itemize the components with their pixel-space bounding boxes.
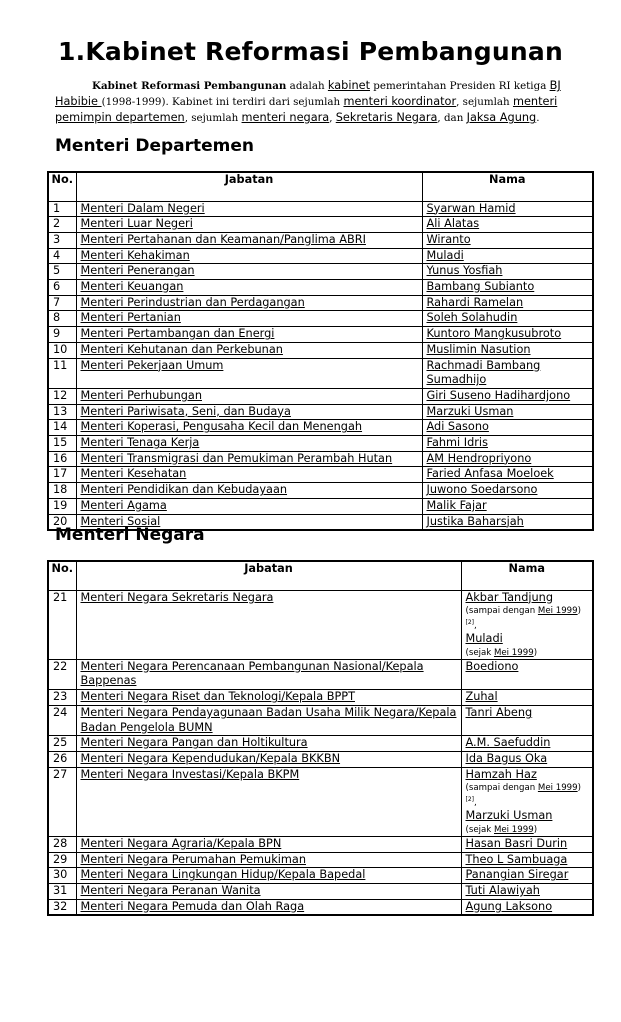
row-nama-link[interactable]: Muladi (426, 248, 464, 262)
row-nama-note (466, 824, 589, 836)
row-number: 12 (48, 388, 76, 404)
row-nama-cell (422, 358, 593, 388)
table-header-row (48, 172, 593, 201)
row-nama-cell (461, 836, 593, 852)
row-nama-link[interactable]: Malik Fajar (426, 498, 487, 512)
row-nama-link[interactable]: Tanri Abeng (465, 705, 533, 719)
row-jabatan-cell (76, 483, 422, 499)
row-nama-link[interactable]: Soleh Solahudin (426, 311, 518, 325)
note-text: ) (533, 647, 538, 658)
row-jabatan-cell (76, 232, 422, 248)
note-text: (sejak (465, 647, 494, 658)
row-nama-cell (422, 264, 593, 280)
link-menteri-koordinator[interactable]: menteri koordinator (343, 95, 457, 108)
row-number: 6 (48, 280, 76, 296)
row-nama-cell (422, 232, 593, 248)
row-jabatan-link[interactable]: Menteri Negara Peranan Wanita (80, 884, 261, 898)
row-nama-link[interactable]: Theo L Sambuaga (465, 852, 568, 866)
row-number: 27 (48, 767, 76, 836)
row-jabatan-link[interactable]: Menteri Negara Pendayagunaan Badan Usaha Milik Negara/Kepala Badan Pengelola BUMN (80, 705, 457, 734)
row-number: 5 (48, 264, 76, 280)
row-number: 17 (48, 467, 76, 483)
link-menteri-negara[interactable]: menteri negara (241, 111, 330, 124)
table-row (48, 264, 593, 280)
row-jabatan-link[interactable]: Menteri Pariwisata, Seni, dan Budaya (80, 404, 291, 418)
table-row (48, 295, 593, 311)
note-date-link[interactable]: Mei 1999 (537, 606, 578, 617)
row-nama-cell (422, 514, 593, 530)
row-number: 7 (48, 295, 76, 311)
row-nama-link[interactable]: Syarwan Hamid (426, 201, 516, 215)
row-number: 4 (48, 248, 76, 264)
row-nama-cell (422, 388, 593, 404)
table-row (48, 311, 593, 327)
table-row (48, 248, 593, 264)
row-nama-link[interactable]: Kuntoro Mangkusubroto (426, 327, 562, 341)
note-text: (sejak (465, 824, 494, 835)
intro-text: , sejumlah (184, 112, 242, 124)
row-nama-cell (422, 498, 593, 514)
row-nama-link[interactable]: Fahmi Idris (426, 436, 488, 450)
row-jabatan-cell (76, 420, 422, 436)
row-nama-cell (422, 420, 593, 436)
row-nama-cell (422, 467, 593, 483)
row-jabatan-cell (76, 295, 422, 311)
row-nama-cell (422, 201, 593, 217)
row-jabatan-cell (76, 836, 461, 852)
row-jabatan-link[interactable]: Menteri Negara Sekretaris Negara (80, 590, 274, 604)
row-jabatan-cell (76, 248, 422, 264)
row-jabatan-cell (76, 736, 461, 752)
table-row (48, 483, 593, 499)
note-text: ) (533, 824, 538, 835)
row-number: 24 (48, 705, 76, 735)
table-row (48, 467, 593, 483)
row-jabatan-link[interactable]: Menteri Pertahanan dan Keamanan/Panglima ABRI (80, 232, 366, 246)
row-nama-link (466, 591, 589, 606)
header-no: No. (48, 561, 76, 590)
row-nama-cell (422, 436, 593, 452)
section-heading-menteri-negara: Menteri Negara (55, 525, 205, 545)
header-nama: Nama (461, 561, 593, 590)
reference-link[interactable]: [2] (465, 619, 474, 627)
row-nama-note (466, 605, 589, 632)
header-no: No. (48, 172, 76, 201)
note-text: ) (577, 783, 581, 794)
table-header-row (48, 561, 593, 590)
header-jabatan: Jabatan (76, 561, 461, 590)
link-bj-habibie[interactable]: BJ Habibie (55, 79, 561, 108)
row-jabatan-cell (76, 751, 461, 767)
table-row (48, 217, 593, 233)
row-nama-link[interactable]: Ali Alatas (426, 217, 480, 231)
intro-text: adalah (286, 80, 328, 92)
row-jabatan-cell (76, 767, 461, 836)
row-jabatan-link[interactable]: Menteri Penerangan (80, 264, 195, 278)
row-jabatan-link[interactable]: Menteri Negara Lingkungan Hidup/Kepala Bapedal (80, 868, 366, 882)
row-nama-cell (422, 451, 593, 467)
row-nama-link[interactable]: Zuhal (465, 690, 498, 704)
row-jabatan-link[interactable]: Menteri Kesehatan (80, 467, 187, 481)
row-number: 19 (48, 498, 76, 514)
row-nama-link[interactable]: Rahardi Ramelan (426, 295, 524, 309)
row-nama-cell (422, 404, 593, 420)
row-jabatan-link[interactable]: Menteri Kehutanan dan Perkebunan (80, 342, 283, 356)
row-jabatan-cell (76, 264, 422, 280)
row-jabatan-link[interactable]: Menteri Luar Negeri (80, 217, 193, 231)
row-nama-link[interactable]: Hamzah Haz (465, 767, 537, 781)
link-jaksa-agung[interactable]: Jaksa Agung (466, 111, 537, 124)
row-jabatan-link[interactable]: Menteri Negara Pemuda dan Olah Raga (80, 899, 305, 913)
row-jabatan-link[interactable]: Menteri Pertanian (80, 311, 181, 325)
header-nama: Nama (422, 172, 593, 201)
row-number: 21 (48, 590, 76, 659)
row-nama-cell (461, 705, 593, 735)
row-nama-note (466, 647, 589, 659)
row-nama-cell (461, 884, 593, 900)
row-jabatan-link[interactable]: Menteri Dalam Negeri (80, 201, 205, 215)
row-number: 14 (48, 420, 76, 436)
row-nama-cell (461, 899, 593, 915)
row-jabatan-cell (76, 498, 422, 514)
link-kabinet[interactable]: kabinet (327, 79, 371, 92)
row-jabatan-link[interactable]: Menteri Keuangan (80, 280, 184, 294)
intro-paragraph (55, 78, 595, 126)
row-number: 20 (48, 514, 76, 530)
intro-text: (1998-1999). Kabinet ini terdiri dari sejumlah (101, 96, 344, 108)
link-sekretaris-negara[interactable]: Sekretaris Negara (335, 111, 438, 124)
intro-text: , sejumlah (456, 96, 513, 108)
row-jabatan-cell (76, 217, 422, 233)
row-number: 10 (48, 342, 76, 358)
row-nama-cell (461, 690, 593, 706)
row-nama-cell (461, 736, 593, 752)
row-jabatan-link[interactable]: Menteri Pendidikan dan Kebudayaan (80, 483, 288, 497)
row-nama-cell (422, 217, 593, 233)
table-row (48, 498, 593, 514)
row-jabatan-link[interactable]: Menteri Sosial (80, 514, 161, 528)
row-nama-link[interactable]: A.M. Saefuddin (465, 736, 551, 750)
row-nama-link[interactable]: Justika Baharsjah (426, 514, 524, 528)
row-nama-link[interactable]: Akbar Tandjung (465, 590, 554, 604)
row-number: 13 (48, 404, 76, 420)
table-row (48, 868, 593, 884)
row-nama-cell (422, 342, 593, 358)
row-jabatan-link[interactable]: Menteri Tenaga Kerja (80, 436, 200, 450)
table-row (48, 436, 593, 452)
row-jabatan-link[interactable]: Menteri Negara Riset dan Teknologi/Kepala BPPT (80, 690, 355, 704)
table-row (48, 201, 593, 217)
row-jabatan-link[interactable]: Menteri Pertambangan dan Energi (80, 327, 275, 341)
row-nama-link (466, 632, 589, 647)
table-row (48, 852, 593, 868)
table-menteri-negara (47, 560, 594, 916)
row-nama-link (466, 768, 589, 783)
row-jabatan-cell (76, 659, 461, 689)
row-jabatan-cell (76, 436, 422, 452)
row-nama-link[interactable]: Panangian Siregar (465, 868, 569, 882)
row-number: 23 (48, 690, 76, 706)
row-nama-link[interactable]: Agung Laksono (465, 899, 553, 913)
table-row (48, 884, 593, 900)
row-number: 30 (48, 868, 76, 884)
row-nama-cell (422, 295, 593, 311)
reference-link[interactable]: [2] (465, 796, 474, 804)
table-row (48, 232, 593, 248)
row-number: 25 (48, 736, 76, 752)
row-number: 29 (48, 852, 76, 868)
table-row (48, 899, 593, 915)
table-row (48, 705, 593, 735)
row-jabatan-cell (76, 451, 422, 467)
row-jabatan-link[interactable]: Menteri Negara Investasi/Kepala BKPM (80, 767, 300, 781)
row-number: 26 (48, 751, 76, 767)
row-nama-link (466, 809, 589, 824)
row-jabatan-link[interactable]: Menteri Negara Agraria/Kepala BPN (80, 836, 282, 850)
table-row (48, 590, 593, 659)
row-jabatan-link[interactable]: Menteri Koperasi, Pengusaha Kecil dan Menengah (80, 420, 363, 434)
row-jabatan-link[interactable]: Menteri Agama (80, 498, 167, 512)
row-nama-cell (422, 327, 593, 343)
row-jabatan-cell (76, 868, 461, 884)
row-nama-cell (422, 280, 593, 296)
row-jabatan-link[interactable]: Menteri Kehakiman (80, 248, 190, 262)
note-text: , (474, 621, 477, 632)
row-nama-note (466, 782, 589, 809)
row-nama-link[interactable]: Marzuki Usman (426, 404, 514, 418)
row-number: 32 (48, 899, 76, 915)
row-nama-cell (461, 868, 593, 884)
row-jabatan-link[interactable]: Menteri Transmigrasi dan Pemukiman Perambah Hutan (80, 451, 393, 465)
row-jabatan-cell (76, 201, 422, 217)
row-number: 3 (48, 232, 76, 248)
row-number: 9 (48, 327, 76, 343)
row-number: 11 (48, 358, 76, 388)
intro-text: , (329, 112, 336, 124)
row-jabatan-cell (76, 852, 461, 868)
row-jabatan-link[interactable]: Menteri Negara Pangan dan Holtikultura (80, 736, 308, 750)
section-heading-menteri-departemen: Menteri Departemen (55, 136, 255, 156)
row-number: 22 (48, 659, 76, 689)
row-nama-cell (422, 311, 593, 327)
row-jabatan-cell (76, 327, 422, 343)
row-nama-link[interactable]: Tuti Alawiyah (465, 884, 540, 898)
row-jabatan-link[interactable]: Menteri Negara Perencanaan Pembangunan Nasional/Kepala Bappenas (80, 659, 424, 688)
row-nama-link[interactable]: Bambang Subianto (426, 280, 535, 294)
note-date-link[interactable]: Mei 1999 (537, 783, 578, 794)
row-jabatan-cell (76, 690, 461, 706)
row-nama-cell (461, 590, 593, 659)
table-row (48, 659, 593, 689)
row-jabatan-cell (76, 404, 422, 420)
note-text: (sampai dengan (465, 783, 538, 794)
page-title: 1.Kabinet Reformasi Pembangunan (58, 37, 563, 66)
row-jabatan-link[interactable]: Menteri Perindustrian dan Perdagangan (80, 295, 305, 309)
row-jabatan-cell (76, 467, 422, 483)
row-number: 8 (48, 311, 76, 327)
row-number: 31 (48, 884, 76, 900)
note-date-link[interactable]: Mei 1999 (493, 824, 534, 835)
table-row (48, 767, 593, 836)
row-number: 28 (48, 836, 76, 852)
table-row (48, 420, 593, 436)
row-nama-cell (461, 767, 593, 836)
row-nama-link[interactable]: Wiranto (426, 232, 471, 246)
row-jabatan-link[interactable]: Menteri Pekerjaan Umum (80, 358, 224, 372)
table-menteri-departemen (47, 171, 594, 531)
table-row (48, 280, 593, 296)
table-row (48, 751, 593, 767)
row-nama-link[interactable]: Hasan Basri Durin (465, 836, 568, 850)
row-nama-link[interactable]: Muladi (465, 632, 503, 646)
row-nama-link[interactable]: Juwono Soedarsono (426, 483, 538, 497)
row-jabatan-cell (76, 388, 422, 404)
intro-bold-name: Kabinet Reformasi Pembangunan (92, 80, 287, 92)
row-number: 18 (48, 483, 76, 499)
row-nama-cell (422, 248, 593, 264)
header-jabatan: Jabatan (76, 172, 422, 201)
row-nama-cell (461, 751, 593, 767)
row-nama-link[interactable]: Adi Sasono (426, 420, 489, 434)
row-number: 16 (48, 451, 76, 467)
row-nama-link[interactable]: Giri Suseno Hadihardjono (426, 388, 571, 402)
row-jabatan-link[interactable]: Menteri Perhubungan (80, 388, 202, 402)
row-jabatan-link[interactable]: Menteri Negara Perumahan Pemukiman (80, 852, 306, 866)
row-jabatan-cell (76, 590, 461, 659)
table-row (48, 690, 593, 706)
row-jabatan-link[interactable]: Menteri Negara Kependudukan/Kepala BKKBN (80, 751, 341, 765)
row-number: 15 (48, 436, 76, 452)
row-nama-cell (461, 659, 593, 689)
table-row (48, 451, 593, 467)
table-row (48, 327, 593, 343)
row-number: 1 (48, 201, 76, 217)
table-row (48, 736, 593, 752)
row-nama-link[interactable]: Ida Bagus Oka (465, 751, 548, 765)
note-text: (sampai dengan (465, 606, 538, 617)
note-text: ) (577, 606, 581, 617)
row-jabatan-cell (76, 884, 461, 900)
row-jabatan-cell (76, 342, 422, 358)
intro-text: , dan (437, 112, 467, 124)
table-row (48, 404, 593, 420)
row-jabatan-cell (76, 280, 422, 296)
intro-text: . (536, 112, 540, 124)
table-row (48, 342, 593, 358)
row-nama-link[interactable]: Rachmadi Bambang Sumadhijo (426, 358, 541, 387)
row-nama-link[interactable]: Faried Anfasa Moeloek (426, 467, 554, 481)
table-row (48, 388, 593, 404)
row-nama-cell (422, 483, 593, 499)
row-nama-link[interactable]: Muslimin Nasution (426, 342, 531, 356)
row-nama-cell (461, 852, 593, 868)
row-nama-link[interactable]: Yunus Yosfiah (426, 264, 503, 278)
row-number: 2 (48, 217, 76, 233)
row-jabatan-cell (76, 899, 461, 915)
link-menteri-pemimpin-departemen[interactable]: menteri pemimpin departemen (55, 95, 558, 124)
table-row (48, 836, 593, 852)
note-date-link[interactable]: Mei 1999 (493, 647, 534, 658)
row-jabatan-cell (76, 358, 422, 388)
row-nama-link[interactable]: Boediono (465, 659, 519, 673)
row-nama-link[interactable]: Marzuki Usman (465, 809, 553, 823)
row-jabatan-cell (76, 705, 461, 735)
note-text: , (474, 798, 477, 809)
row-jabatan-cell (76, 311, 422, 327)
row-nama-link[interactable]: AM Hendropriyono (426, 451, 532, 465)
table-row (48, 358, 593, 388)
intro-text: pemerintahan Presiden RI ketiga (370, 80, 550, 92)
